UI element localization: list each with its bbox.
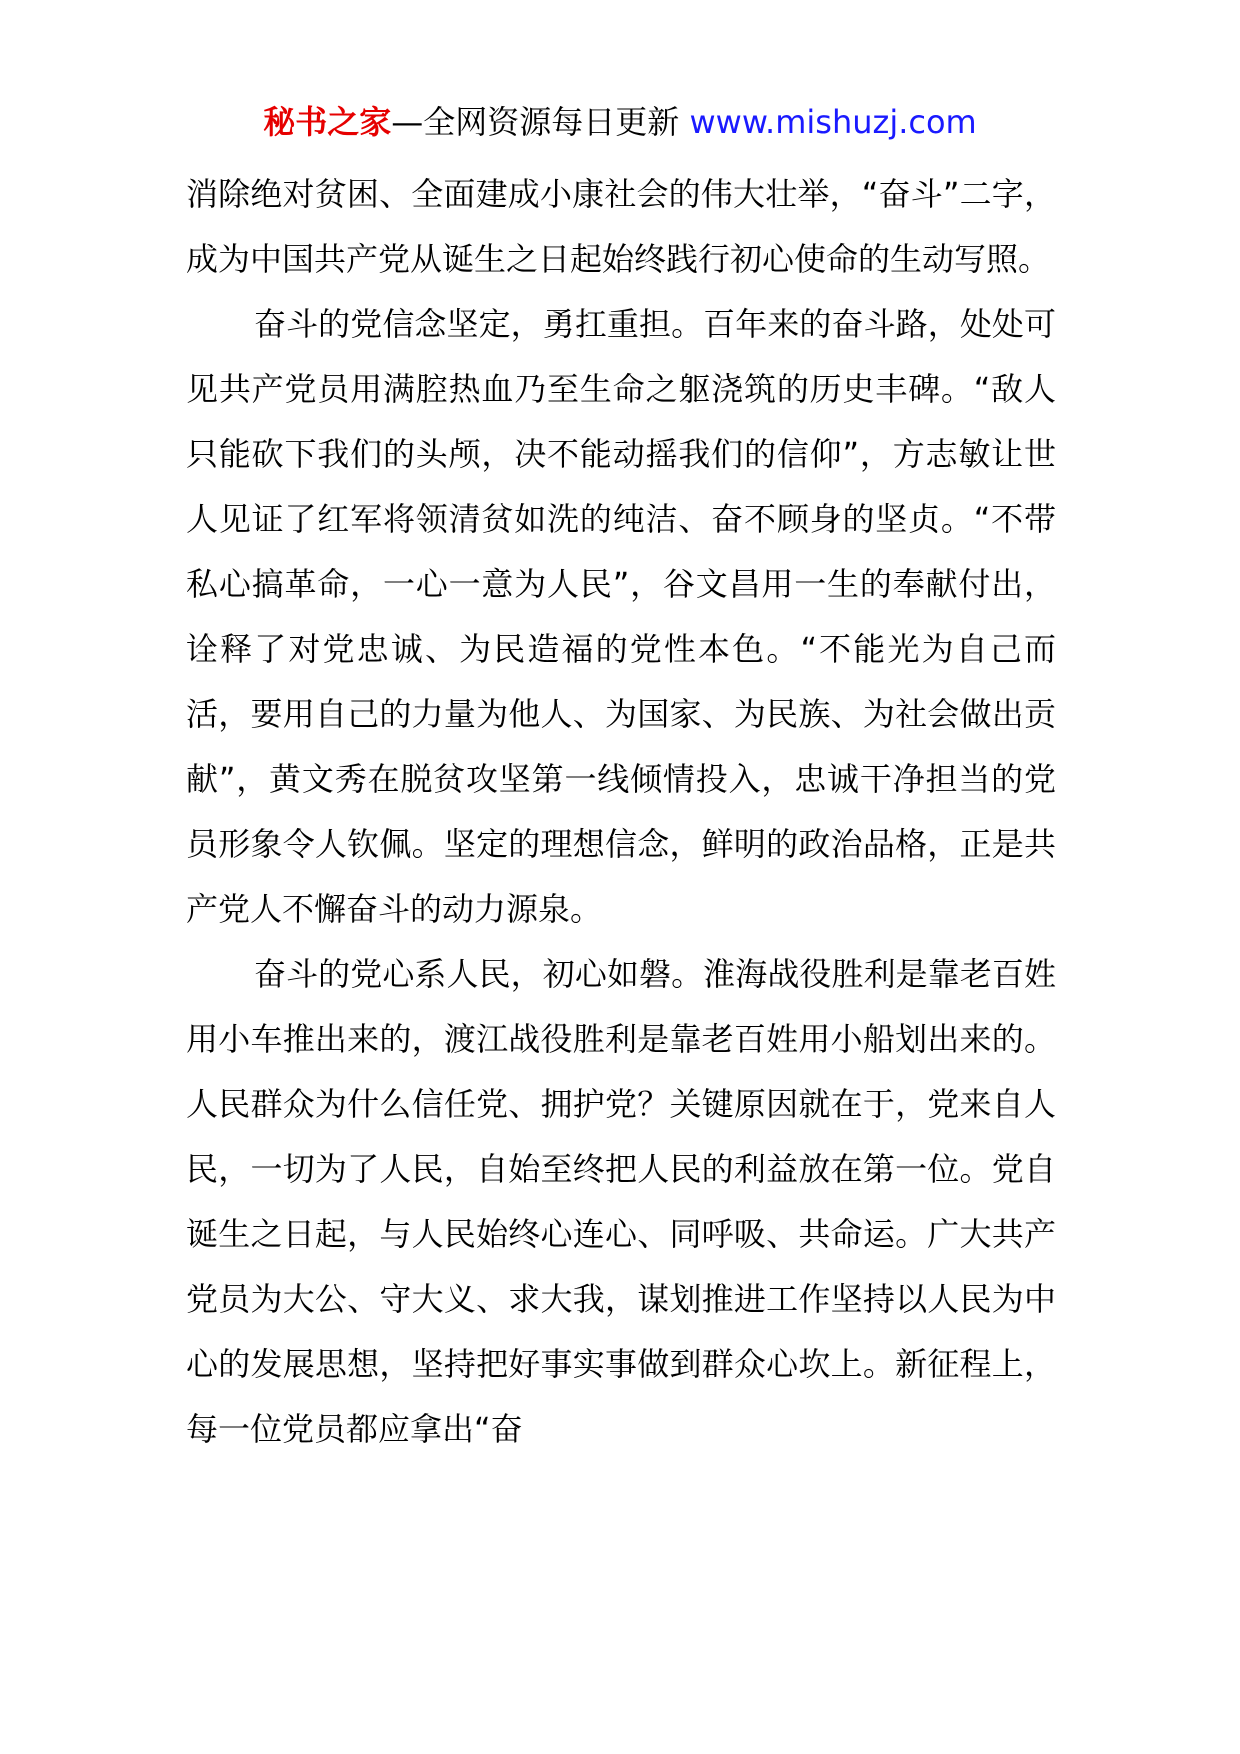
paragraph-2: 奋斗的党信念坚定，勇扛重担。百年来的奋斗路，处处可见共产党员用满腔热血乃至生命之躯浇筑的历史丰碑。“敌人只能砍下我们的头颅，决不能动摇我们的信仰”，方志敏让世人见证了红军将领清贫如洗的纯洁、奋不顾身的坚贞。“不带私心搞革命，一心一意为人民”，谷文昌用一生的奉献付出，诠释了对党忠诚、为民造福的党性本色。“不能光为自己而活，要用自己的力量为他人、为国家、为民族、为社会做出贡献”，黄文秀在脱贫攻坚第一线倾情投入，忠诚干净担当的党员形象令人钦佩。坚定的理想信念，鲜明的政治品格，正是共产党人不懈奋斗的动力源泉。 bbox=[186, 305, 1056, 928]
paragraph-1: 消除绝对贫困、全面建成小康社会的伟大壮举，“奋斗”二字，成为中国共产党从诞生之日起始终践行初心使命的生动写照。 bbox=[186, 175, 1056, 278]
site-tagline: —全网资源每日更新 bbox=[391, 103, 680, 141]
site-url-link[interactable]: www.mishuzj.com bbox=[689, 103, 977, 141]
paragraph-3: 奋斗的党心系人民，初心如磐。淮海战役胜利是靠老百姓用小车推出来的，渡江战役胜利是靠老百姓用小船划出来的。人民群众为什么信任党、拥护党？关键原因就在于，党来自人民，一切为了人民，自始至终把人民的利益放在第一位。党自诞生之日起，与人民始终心连心、同呼吸、共命运。广大共产党员为大公、守大义、求大我，谋划推进工作坚持以人民为中心的发展思想，坚持把好事实事做到群众心坎上。新征程上，每一位党员都应拿出“奋 bbox=[186, 955, 1056, 1448]
site-header bbox=[0, 100, 1240, 144]
document-body bbox=[186, 162, 1056, 1462]
site-brand: 秘书之家 bbox=[263, 103, 392, 141]
